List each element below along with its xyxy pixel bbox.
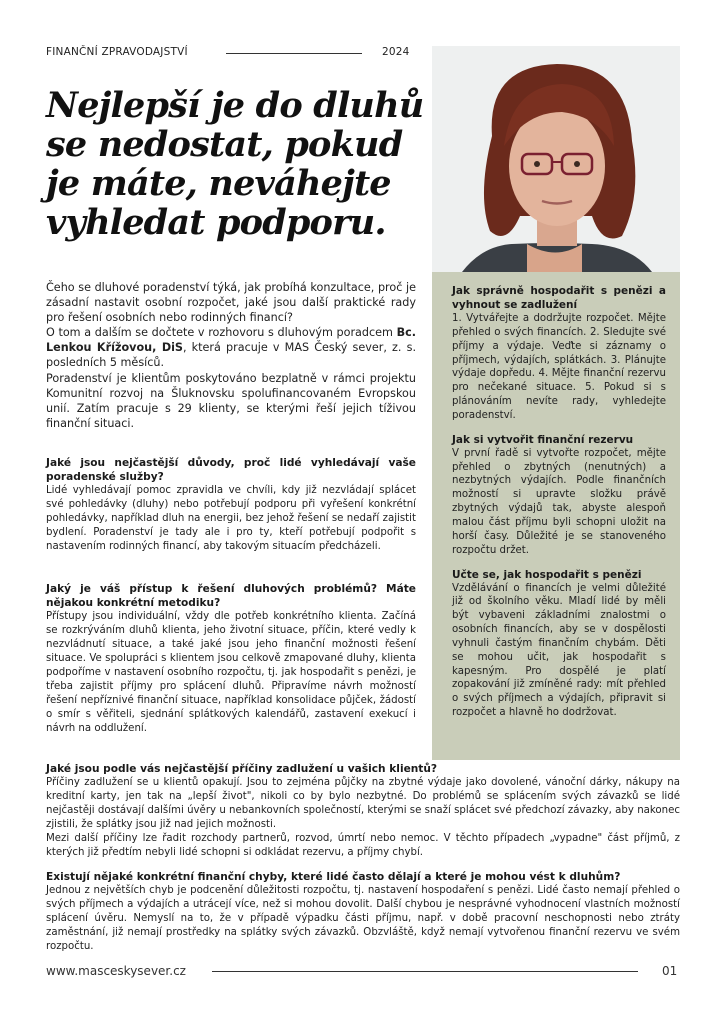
answer-3-continued: Mezi další příčiny lze řadit rozchody partnerů, rozvod, úmrtí nebo nemoc. V těchto případech „vypadne" část příjmů, z kterých již předtím nebyli lidé schopni si odkládat rezervu, a příjmy chybí.	[46, 832, 680, 858]
qa-block-2	[46, 582, 416, 736]
header-rule	[226, 53, 362, 54]
intro-paragraph-1: Čeho se dluhové poradenství týká, jak probíhá konzultace, proč je zásadní nastavit osobní rozpočet, jaké jsou další praktické rady pro řešení osobních nebo rodinných financí?	[46, 281, 416, 325]
tip-title-reserve: Jak si vytvořit finanční rezervu	[452, 433, 634, 446]
question-1: Jaké jsou nejčastější důvody, proč lidé vyhledávají vaše poradenské služby?	[46, 457, 416, 484]
page-number: 01	[662, 964, 678, 978]
tip-title-education: Učte se, jak hospodařit s penězi	[452, 568, 642, 581]
tips-sidebar-content	[452, 284, 666, 730]
intro-p2-start: O tom a dalším se dočtete v rozhovoru s dluhovým poradcem	[46, 326, 397, 340]
answer-4: Jednou z největších chyb je podcenění důležitosti rozpočtu, tj. nastavení hospodaření s penězi. Lidé často nemají přehled o svých příjmech a výdajích a utrácejí více, než si mohou dovolit. Další chybou je nesprávné vyhodnocení vlastních možností splácení úvěru. Nemyslí na to, že v případě výpadku části příjmu, např. v době pracovní neschopnosti nebo ztráty zaměstnání, již nemají prostředky na splátky svých závazků. Obzvláště, když nemají vytvořenou finanční rezervu ve svém rozpočtu.	[46, 885, 680, 952]
tip-text-education: Vzdělávání o financích je velmi důležité již od školního věku. Mladí lidé by měli být vybaveni základními znalostmi o osobních financích, aby se v dospělosti vyhnuli častým finančním chybám. Děti se mohou učit, jak hospodařit s kapesným. Pro dospělé je platí zopakování již zmíněné rady: mít přehled o svých příjmech a výdajích, připravit si rozpočet a hlavně ho dodržovat.	[452, 582, 666, 719]
headline: Nejlepší je do dluhů se nedostat, pokud je máte, neváhejte vyhledat podporu.	[46, 85, 424, 243]
advisor-name: Bc. Lenkou Křížovou, DiS	[46, 326, 416, 355]
article-intro	[46, 280, 416, 431]
qa-block-3	[46, 762, 680, 860]
portrait-photo	[432, 46, 680, 272]
qa-block-4	[46, 870, 680, 954]
question-3: Jaké jsou podle vás nejčastější příčiny zadlužení u vašich klientů?	[46, 763, 438, 775]
answer-2: Přístupy jsou individuální, vždy dle potřeb konkrétního klienta. Začíná se rozkrýváním dluhů klienta, jeho životní situace, příčin, které vedly k nezvládnutí situace, a také jaké jsou jeho finanční možnosti řešení situace. Ve spolupráci s klientem jsou celkově zmapované dluhy, klienta podpoříme v nastavení osobního rozpočtu, tj. jak hospodařit s penězi, je třeba zajistit příjmy pro splácení dluhů. Připravíme návrh možností řešení nepříznivé finanční situace, například konsolidace půjček, žádostí o smír s věřiteli, sjednání splátkových kalendářů, zastavení exekucí i návrh na oddlužení.	[46, 611, 416, 734]
answer-3: Příčiny zadlužení se u klientů opakují. Jsou to zejména půjčky na zbytné výdaje jako dovolené, vánoční dárky, nákupy na kreditní karty, jen tak na „lepší život", nikoli co by bylo nezbytné. Do problémů se splácením svých závazků se lidé nejčastěji dostávají dalšími úvěry u nebankovních společností, kterými se snaží splácet své předchozí závazky, aby nakonec zjistili, že splátky jsou již nad jejich možnosti.	[46, 777, 680, 830]
tip-title-budget: Jak správně hospodařit s penězi a vyhnout se zadlužení	[452, 285, 666, 311]
intro-paragraph-3: Poradenství je klientům poskytováno bezplatně v rámci projektu Komunitní rozvoj na Šluknovsku spolufinancovaném Evropskou unií. Zatím pracuje s 29 klienty, se kterými řeší jejich tíživou finanční situaci.	[46, 371, 416, 430]
intro-paragraph-2	[46, 325, 416, 370]
portrait-image	[432, 46, 680, 272]
footer-rule	[212, 971, 638, 972]
question-4: Existují nějaké konkrétní finanční chyby, které lidé často dělají a které je mohou vést k dluhům?	[46, 871, 621, 883]
intro-p2-end: , která pracuje v MAS Český sever, z. s. posledních 5 měsíců.	[46, 341, 416, 370]
qa-block-1	[46, 456, 416, 554]
tip-text-budget: 1. Vytvářejte a dodržujte rozpočet. Mějte přehled o svých financích. 2. Sledujte své příjmy a výdaje. Veďte si záznamy o příjmech, výdajích, splátkách. 3. Plánujte výdaje dopředu. 4. Mějte finanční rezervu pro nečekané situace. 5. Pokud si s plánováním nevíte rady, vyhledejte poradenství.	[452, 313, 666, 421]
tip-text-reserve: V první řadě si vytvořte rozpočet, mějte přehled o zbytných (nenutných) a nezbytných výdajích. Podle finančních možností si upravte složku právě zbytných výdajů tak, abyste alespoň malou část příjmu byli schopni uložit na horší časy. Důležité je se stanoveného rozpočtu držet.	[452, 447, 666, 556]
section-label: FINANČNÍ ZPRAVODAJSTVÍ	[46, 46, 188, 58]
answer-1: Lidé vyhledávají pomoc zpravidla ve chvíli, kdy již nezvládají splácet své pohledávky (dluhy) nebo potřebují podporu při vyřešení konkrétní pohledávky, například dluh na energii, bez jehož řešení se nedaří zajistit bydlení. Poradenství je tady ale i pro ty, kteří potřebují podpořit s nastavením rodinných financí, aby takovým situacím předcházeli.	[46, 485, 416, 553]
website-link[interactable]: www.masceskysever.cz	[46, 964, 186, 978]
question-2: Jaký je váš přístup k řešení dluhových problémů? Máte nějakou konkrétní metodiku?	[46, 583, 416, 610]
year-label: 2024	[382, 46, 410, 58]
